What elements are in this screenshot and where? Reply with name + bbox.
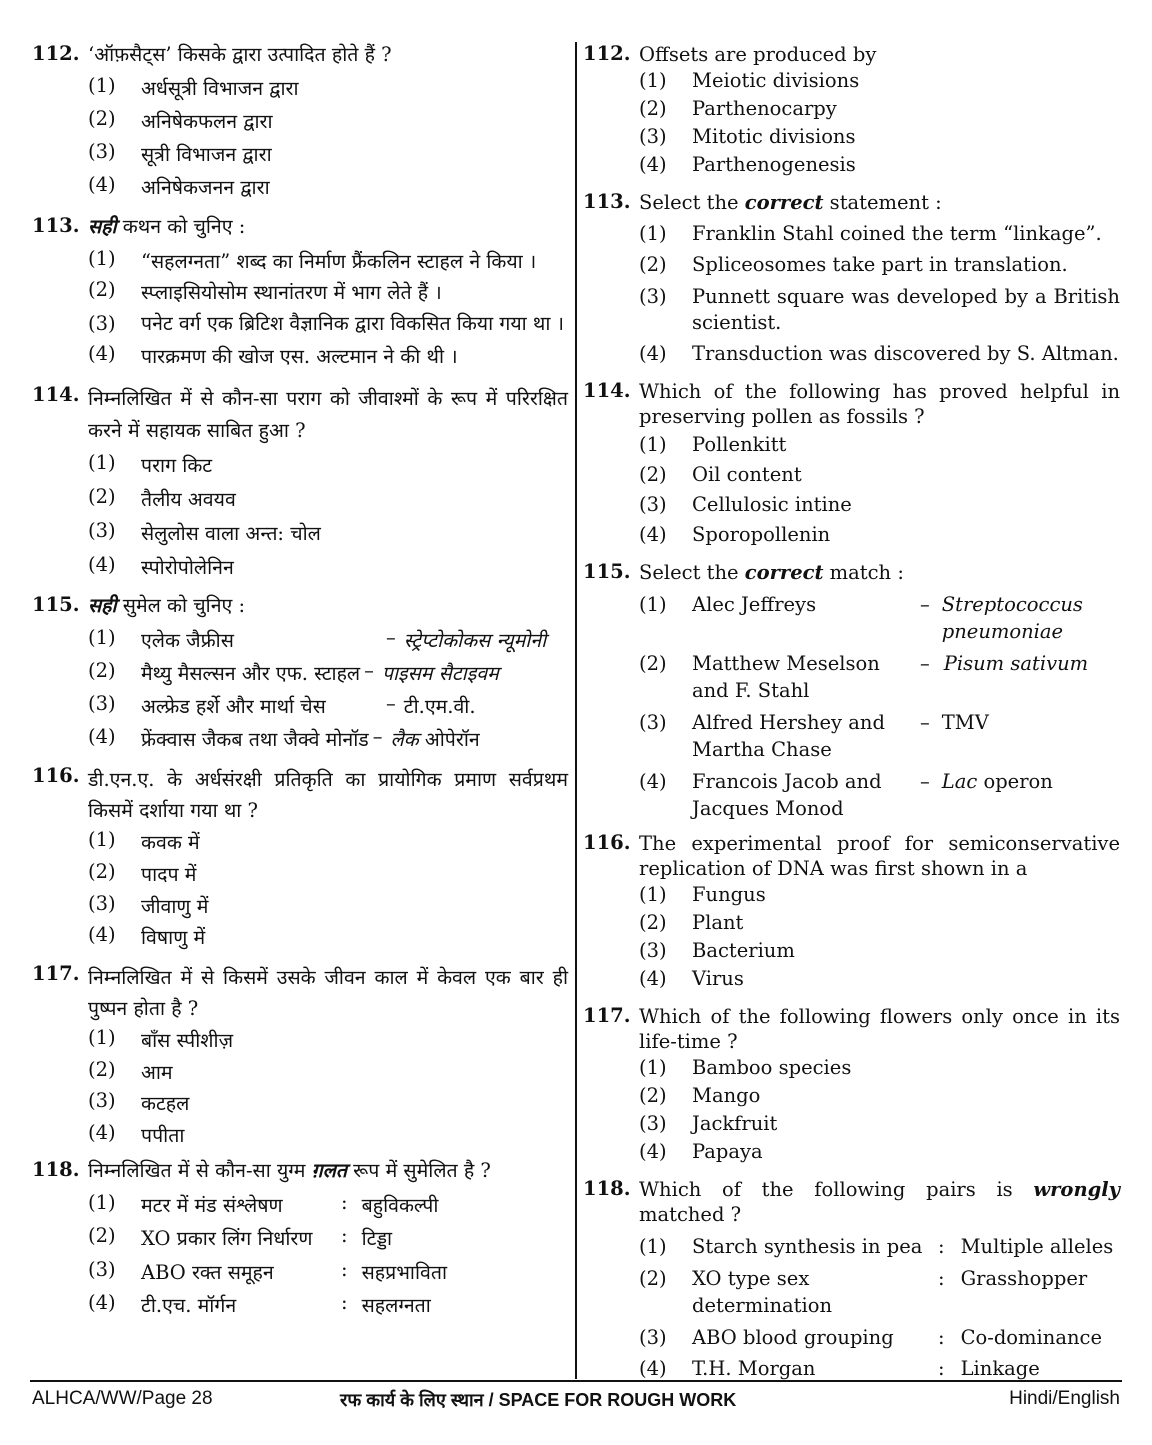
question-115-english xyxy=(583,560,1120,822)
option: (2) आम xyxy=(88,1058,173,1084)
question-number: 112. xyxy=(583,42,631,65)
question-114-english xyxy=(583,379,1120,551)
question-text: Which of the following has proved helpful in preserving pollen as fossils ? xyxy=(639,380,1120,428)
option: (2) Parthenocarpy xyxy=(639,97,837,120)
option: (1) Fungus xyxy=(639,883,766,906)
question-117-hindi xyxy=(32,962,568,1152)
option: (2) Spliceosomes take part in translation. xyxy=(639,253,1068,276)
english-column xyxy=(583,42,1120,1382)
column-divider xyxy=(575,42,577,1379)
match-row: (4) T.H. Morgan : Linkage xyxy=(639,1357,1040,1380)
option: (1) कवक में xyxy=(88,828,200,854)
option: (3) पनेट वर्ग एक ब्रिटिश वैज्ञानिक द्वारा विकसित किया गया था । xyxy=(88,312,564,335)
match-row: (3) अल्फ्रेड हर्शे और मार्था चेस – टी.एम.वी. xyxy=(88,692,476,718)
question-text: निम्नलिखित में से कौन-सा पराग को जीवाश्मों के रूप में परिरक्षित करने में सहायक साबित हुआ ? xyxy=(88,387,568,442)
question-116-hindi xyxy=(32,764,568,954)
question-113-english xyxy=(583,190,1120,370)
match-row: (2) XO type sex determination : Grasshopper xyxy=(639,1267,1088,1317)
option: (1) Franklin Stahl coined the term “linkage”. xyxy=(639,222,1102,245)
option: (1) Bamboo species xyxy=(639,1056,852,1079)
question-number: 113. xyxy=(32,214,80,237)
question-text: Select the correct match : xyxy=(639,561,904,584)
option: (4) पारक्रमण की खोज एस. अल्टमान ने की थी । xyxy=(88,342,458,368)
option: (2) Oil content xyxy=(639,463,802,486)
option: (1) पराग किट xyxy=(88,451,213,477)
option: (2) Mango xyxy=(639,1084,761,1107)
question-number: 115. xyxy=(32,593,80,616)
match-row: (1) मटर में मंड संश्लेषण : बहुविकल्पी xyxy=(88,1191,439,1217)
question-118-english xyxy=(583,1177,1120,1382)
option: (4) स्पोरोपोलेनिन xyxy=(88,553,234,579)
question-112-english xyxy=(583,42,1120,181)
question-number: 117. xyxy=(583,1004,631,1027)
question-number: 115. xyxy=(583,560,631,583)
question-114-hindi xyxy=(32,383,568,583)
option: (4) Parthenogenesis xyxy=(639,153,856,176)
footer-divider xyxy=(30,1380,1122,1382)
question-112-hindi xyxy=(32,42,568,206)
question-number: 114. xyxy=(583,379,631,402)
question-number: 118. xyxy=(32,1158,80,1181)
rough-work-label: रफ कार्य के लिए स्थान / SPACE FOR ROUGH WORK xyxy=(340,1390,737,1410)
match-row: (1) Starch synthesis in pea : Multiple alleles xyxy=(639,1235,1114,1258)
question-text: निम्नलिखित में से किसमें उसके जीवन काल में केवल एक बार ही पुष्पन होता है ? xyxy=(88,966,568,1020)
question-number: 114. xyxy=(32,383,80,406)
option: (4) Transduction was discovered by S. Altman. xyxy=(639,342,1119,365)
option: (1) Pollenkitt xyxy=(639,433,787,456)
match-row: (1) Alec Jeffreys – Streptococcus pneumoniae xyxy=(639,593,1083,643)
option: (4) Virus xyxy=(639,967,744,990)
question-text: The experimental proof for semiconservative replication of DNA was first shown in a xyxy=(639,832,1120,880)
option: (3) Jackfruit xyxy=(639,1112,778,1135)
match-row: (2) मैथ्यु मैसल्सन और एफ. स्टाहल – पाइसम सैटाइवम xyxy=(88,659,499,685)
option: (3) Bacterium xyxy=(639,939,795,962)
option: (4) Sporopollenin xyxy=(639,523,831,546)
match-row: (3) Alfred Hershey and Martha Chase – TMV xyxy=(639,711,989,761)
question-115-hindi xyxy=(32,593,568,758)
question-number: 116. xyxy=(583,831,631,854)
option: (3) सेलुलोस वाला अन्त: चोल xyxy=(88,519,321,545)
option: (3) Cellulosic intine xyxy=(639,493,852,516)
option: (2) पादप में xyxy=(88,860,197,886)
question-text: ‘ऑफ़सैट्स’ किसके द्वारा उत्पादित होते हैं ? xyxy=(88,43,392,66)
question-text: Select the correct statement : xyxy=(639,191,942,214)
page-code: ALHCA/WW/Page 28 xyxy=(32,1388,213,1409)
question-number: 112. xyxy=(32,42,80,65)
option: (1) अर्धसूत्री विभाजन द्वारा xyxy=(88,74,299,100)
option: (2) स्प्लाइसियोसोम स्थानांतरण में भाग लेते हैं । xyxy=(88,278,442,304)
option: (2) Plant xyxy=(639,911,744,934)
option: (4) पपीता xyxy=(88,1121,185,1147)
language-label: Hindi/English xyxy=(1009,1388,1120,1409)
option: (4) विषाणु में xyxy=(88,923,206,949)
match-row: (2) Matthew Meselson and F. Stahl – Pisum sativum xyxy=(639,652,1089,702)
match-row: (4) फ्रेंक्वास जैकब तथा जैक्वे मोनॉड – लैक ओपेरॉन xyxy=(88,725,480,751)
option: (4) अनिषेकजनन द्वारा xyxy=(88,173,270,199)
question-text: सही सुमेल को चुनिए : xyxy=(88,594,246,617)
question-text: Which of the following flowers only once in its life-time ? xyxy=(639,1005,1120,1053)
question-text: सही कथन को चुनिए : xyxy=(88,215,246,238)
question-118-hindi xyxy=(32,1158,568,1322)
option: (3) सूत्री विभाजन द्वारा xyxy=(88,140,272,166)
option: (3) जीवाणु में xyxy=(88,892,209,918)
question-text: Offsets are produced by xyxy=(639,43,877,66)
match-row: (2) XO प्रकार लिंग निर्धारण : टिड्डा xyxy=(88,1224,393,1250)
option: (3) Mitotic divisions xyxy=(639,125,856,148)
match-row: (4) टी.एच. मॉर्गन : सहलग्नता xyxy=(88,1291,431,1317)
match-row: (3) ABO रक्त समूहन : सहप्रभाविता xyxy=(88,1258,448,1284)
question-number: 116. xyxy=(32,764,80,787)
question-text: डी.एन.ए. के अर्धसंरक्षी प्रतिकृति का प्रायोगिक प्रमाण सर्वप्रथम किसमें दर्शाया गया था ? xyxy=(88,768,568,822)
match-row: (4) Francois Jacob and Jacques Monod – Lac operon xyxy=(639,770,1053,820)
question-113-hindi xyxy=(32,214,568,373)
option: (1) Meiotic divisions xyxy=(639,69,860,92)
option: (4) Papaya xyxy=(639,1140,763,1163)
option: (1) बाँस स्पीशीज़ xyxy=(88,1026,234,1052)
option: (2) अनिषेकफलन द्वारा xyxy=(88,107,273,133)
question-text: Which of the following pairs is wrongly matched ? xyxy=(639,1178,1120,1226)
question-number: 118. xyxy=(583,1177,631,1200)
match-row: (3) ABO blood grouping : Co-dominance xyxy=(639,1326,1102,1349)
question-text: निम्नलिखित में से कौन-सा युग्म ग़लत रूप में सुमेलित है ? xyxy=(88,1159,491,1182)
option: (2) तैलीय अवयव xyxy=(88,485,236,511)
hindi-column xyxy=(32,42,568,1322)
option: (3) Punnett square was developed by a British scientist. xyxy=(639,285,1120,334)
option: (3) कटहल xyxy=(88,1089,190,1115)
question-117-english xyxy=(583,1004,1120,1168)
option: (1) “सहलग्नता” शब्द का निर्माण फ्रैंकलिन स्टाहल ने किया । xyxy=(88,247,537,273)
question-116-english xyxy=(583,831,1120,995)
question-number: 117. xyxy=(32,962,80,985)
question-number: 113. xyxy=(583,190,631,213)
match-row: (1) एलेक जैफ्रीस – स्ट्रेप्टोकोकस न्यूमोनी xyxy=(88,626,547,652)
